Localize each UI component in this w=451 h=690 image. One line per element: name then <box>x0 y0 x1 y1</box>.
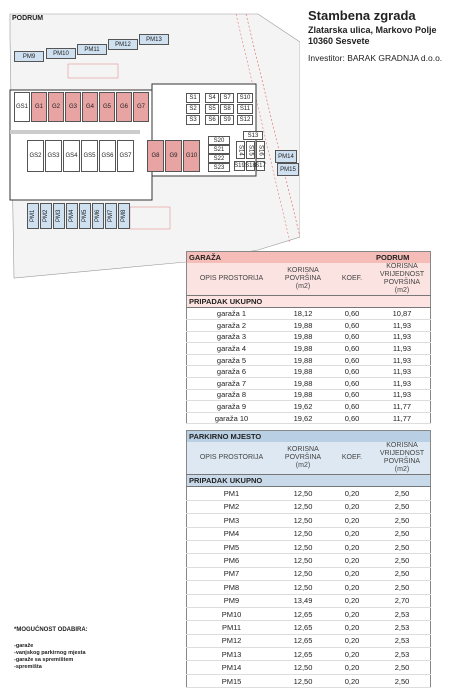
table-cell: 2,50 <box>374 661 431 674</box>
storage-s8: S8 <box>220 104 234 114</box>
storage-s4: S4 <box>205 93 219 103</box>
table-cell: garaža 5 <box>187 354 277 366</box>
table-cell: 0,20 <box>330 648 374 661</box>
table-cell: garaža 4 <box>187 343 277 355</box>
table-cell: 18,12 <box>276 308 330 320</box>
table-cell: PM3 <box>187 514 277 527</box>
table-row <box>187 389 431 401</box>
table-cell: 0,60 <box>330 331 374 343</box>
table-row <box>187 554 431 567</box>
table-cell: 0,20 <box>330 634 374 647</box>
storage-s19: S19 <box>234 163 245 169</box>
note-title: *MOGUĆNOST ODABIRA: <box>14 627 88 633</box>
building-title: Stambena zgrada <box>308 8 416 23</box>
table-cell: 12,65 <box>276 634 330 647</box>
table-row <box>187 366 431 378</box>
table-row <box>187 607 431 620</box>
parking-pm13: PM13 <box>139 34 169 45</box>
table-cell: PM11 <box>187 621 277 634</box>
storage-s18: S18 <box>245 163 256 169</box>
table-cell: 2,53 <box>374 634 431 647</box>
table-cell: 12,50 <box>276 487 330 500</box>
parking-pm7: PM7 <box>105 203 117 229</box>
table-cell: 12,65 <box>276 621 330 634</box>
table-cell: 0,60 <box>330 308 374 320</box>
table-row <box>187 567 431 580</box>
note-item: -vanjskog parkirnog mjesta <box>14 650 86 656</box>
table-cell: 0,60 <box>330 401 374 413</box>
table-cell: 11,77 <box>374 401 431 413</box>
garaza-group: PRIPADAK UKUPNO <box>187 296 431 308</box>
garage-g4: G4 <box>82 92 98 122</box>
table-cell: PM2 <box>187 500 277 513</box>
col-koef: KOEF. <box>330 442 374 475</box>
col-opis: OPIS PROSTORIJA <box>199 275 264 283</box>
building-address <box>308 25 437 47</box>
table-cell: 0,20 <box>330 621 374 634</box>
table-row <box>187 354 431 366</box>
table-cell: 2,50 <box>374 554 431 567</box>
storage-s22: S22 <box>208 154 230 163</box>
note-item: -spremišta <box>14 664 42 670</box>
table-cell: 12,50 <box>276 500 330 513</box>
table-cell: PM6 <box>187 554 277 567</box>
table-cell: 19,88 <box>276 343 330 355</box>
table-row <box>187 634 431 647</box>
table-cell: 2,53 <box>374 621 431 634</box>
garage-gs6: GS6 <box>99 140 116 172</box>
storage-s2: S2 <box>186 104 200 114</box>
parking-pm15: PM15 <box>277 163 299 176</box>
table-cell: 11,93 <box>374 366 431 378</box>
table-row <box>187 674 431 687</box>
storage-s6: S6 <box>205 115 219 125</box>
table-cell: 12,65 <box>276 648 330 661</box>
col-povrsina: KORISNA POVRŠINA (m2) <box>284 267 322 291</box>
table-row <box>187 412 431 424</box>
table-cell: 19,88 <box>276 354 330 366</box>
table-cell: 2,50 <box>374 674 431 687</box>
table-cell: 12,50 <box>276 581 330 594</box>
parking-pm9: PM9 <box>14 51 44 62</box>
table-cell: 0,20 <box>330 554 374 567</box>
parking-pm4: PM4 <box>66 203 78 229</box>
table-cell: garaža 2 <box>187 319 277 331</box>
table-cell: PM10 <box>187 607 277 620</box>
parking-section-title: PARKIRNO MJESTO <box>187 431 431 443</box>
garage-g10: G10 <box>183 140 200 172</box>
table-cell: 10,87 <box>374 308 431 320</box>
table-cell: garaža 10 <box>187 412 277 424</box>
table-row <box>187 377 431 389</box>
garaza-table <box>186 251 431 424</box>
col-povrsina: KORISNA POVRŠINA (m2) <box>276 442 330 475</box>
parking-pm12: PM12 <box>108 39 138 50</box>
table-cell: 0,60 <box>330 319 374 331</box>
table-cell: 19,88 <box>276 377 330 389</box>
garage-g8: G8 <box>147 140 164 172</box>
table-row <box>187 594 431 607</box>
table-cell: 11,93 <box>374 331 431 343</box>
table-cell: garaža 7 <box>187 377 277 389</box>
table-row <box>187 331 431 343</box>
table-row <box>187 319 431 331</box>
table-cell: 12,50 <box>276 514 330 527</box>
parking-pm14: PM14 <box>275 150 297 163</box>
table-cell: 2,53 <box>374 607 431 620</box>
storage-s15: S15 <box>246 141 255 159</box>
table-cell: 19,88 <box>276 319 330 331</box>
parking-pm5: PM5 <box>79 203 91 229</box>
storage-s1: S1 <box>186 93 200 103</box>
parking-pm3: PM3 <box>53 203 65 229</box>
garage-gs4: GS4 <box>63 140 80 172</box>
table-cell: 12,50 <box>276 567 330 580</box>
storage-s12: S12 <box>237 115 253 125</box>
table-cell: PM7 <box>187 567 277 580</box>
garage-g2: G2 <box>48 92 64 122</box>
table-cell: 2,50 <box>374 567 431 580</box>
table-row <box>187 487 431 500</box>
table-cell: PM4 <box>187 527 277 540</box>
garage-gs1: GS1 <box>14 92 30 122</box>
table-cell: 2,50 <box>374 527 431 540</box>
table-cell: garaža 1 <box>187 308 277 320</box>
table-cell: garaža 6 <box>187 366 277 378</box>
table-cell: 0,20 <box>330 581 374 594</box>
table-cell: PM15 <box>187 674 277 687</box>
table-cell: 0,20 <box>330 674 374 687</box>
storage-s13: S13 <box>243 131 263 140</box>
storage-s11: S11 <box>237 104 253 114</box>
table-cell: garaža 9 <box>187 401 277 413</box>
address-line-1: Zlatarska ulica, Markovo Polje <box>308 25 437 35</box>
table-cell: 0,20 <box>330 514 374 527</box>
table-cell: 2,70 <box>374 594 431 607</box>
table-row <box>187 343 431 355</box>
parking-pm1: PM1 <box>27 203 39 229</box>
storage-s23: S23 <box>208 163 230 172</box>
table-cell: 0,20 <box>330 607 374 620</box>
garage-g1: G1 <box>31 92 47 122</box>
table-cell: garaža 8 <box>187 389 277 401</box>
garage-g5: G5 <box>99 92 115 122</box>
table-cell: 2,50 <box>374 581 431 594</box>
storage-s10: S10 <box>237 93 253 103</box>
garage-g9: G9 <box>165 140 182 172</box>
garaza-section-title: GARAŽA <box>187 252 375 264</box>
table-cell: 11,93 <box>374 354 431 366</box>
table-cell: 2,50 <box>374 514 431 527</box>
table-cell: PM14 <box>187 661 277 674</box>
storage-s17: S17 <box>255 163 266 169</box>
table-cell: 11,93 <box>374 343 431 355</box>
table-row <box>187 540 431 553</box>
table-cell: 0,20 <box>330 487 374 500</box>
table-cell: 0,20 <box>330 567 374 580</box>
storage-s7: S7 <box>220 93 234 103</box>
garage-g3: G3 <box>65 92 81 122</box>
col-vrijednost: KORISNA VRIJEDNOST POVRŠINA (m2) <box>374 442 431 475</box>
table-cell: 12,50 <box>276 527 330 540</box>
storage-s5: S5 <box>205 104 219 114</box>
table-cell: 0,20 <box>330 540 374 553</box>
table-cell: 0,60 <box>330 377 374 389</box>
table-cell: PM12 <box>187 634 277 647</box>
garaza-floor-label: PODRUM <box>374 252 431 264</box>
parking-pm2: PM2 <box>40 203 52 229</box>
table-cell: 11,77 <box>374 412 431 424</box>
garage-g6: G6 <box>116 92 132 122</box>
col-koef: KOEF. <box>341 275 363 283</box>
table-cell: 0,60 <box>330 354 374 366</box>
table-cell: 11,93 <box>374 319 431 331</box>
table-row <box>187 648 431 661</box>
table-row <box>187 514 431 527</box>
table-cell: 12,50 <box>276 674 330 687</box>
table-cell: PM9 <box>187 594 277 607</box>
table-cell: PM8 <box>187 581 277 594</box>
table-row <box>187 661 431 674</box>
table-cell: 19,88 <box>276 366 330 378</box>
table-cell: 19,88 <box>276 389 330 401</box>
storage-s21: S21 <box>208 145 230 154</box>
table-cell: 19,62 <box>276 412 330 424</box>
plan-label: PODRUM <box>12 15 44 22</box>
note-item: -garaže <box>14 643 34 649</box>
table-cell: 2,50 <box>374 540 431 553</box>
storage-s20: S20 <box>208 136 230 145</box>
table-cell: 19,88 <box>276 331 330 343</box>
table-row <box>187 401 431 413</box>
table-cell: 0,60 <box>330 389 374 401</box>
table-cell: PM5 <box>187 540 277 553</box>
table-cell: garaža 3 <box>187 331 277 343</box>
table-cell: 12,50 <box>276 554 330 567</box>
address-line-2: 10360 Sesvete <box>308 36 370 46</box>
table-cell: PM1 <box>187 487 277 500</box>
table-cell: 12,50 <box>276 540 330 553</box>
investor-label: Investitor: BARAK GRADNJA d.o.o. <box>308 53 443 63</box>
table-cell: 0,60 <box>330 366 374 378</box>
table-cell: 12,65 <box>276 607 330 620</box>
table-row <box>187 621 431 634</box>
table-cell: 2,50 <box>374 487 431 500</box>
storage-s16: S16 <box>256 141 265 159</box>
storage-s3: S3 <box>186 115 200 125</box>
table-cell: 0,20 <box>330 527 374 540</box>
table-cell: 11,93 <box>374 389 431 401</box>
table-row <box>187 527 431 540</box>
parking-pm10: PM10 <box>46 48 76 59</box>
table-cell: 2,53 <box>374 648 431 661</box>
parking-table <box>186 430 431 688</box>
table-cell: 11,93 <box>374 377 431 389</box>
table-cell: 12,50 <box>276 661 330 674</box>
table-cell: PM13 <box>187 648 277 661</box>
garage-gs3: GS3 <box>45 140 62 172</box>
table-cell: 13,49 <box>276 594 330 607</box>
table-cell: 0,20 <box>330 594 374 607</box>
table-cell: 0,20 <box>330 661 374 674</box>
parking-pm8: PM8 <box>118 203 130 229</box>
storage-s14: S14 <box>236 141 245 159</box>
parking-pm6: PM6 <box>92 203 104 229</box>
parking-pm11: PM11 <box>77 44 107 55</box>
storage-s9: S9 <box>220 115 234 125</box>
garage-gs7: GS7 <box>117 140 134 172</box>
parking-group: PRIPADAK UKUPNO <box>187 475 431 487</box>
table-cell: 0,60 <box>330 343 374 355</box>
note-item: -garaže sa spremištem <box>14 657 74 663</box>
col-opis: OPIS PROSTORIJA <box>187 442 277 475</box>
garage-gs5: GS5 <box>81 140 98 172</box>
garage-g7: G7 <box>133 92 149 122</box>
table-cell: 0,20 <box>330 500 374 513</box>
table-cell: 19,62 <box>276 401 330 413</box>
table-row <box>187 581 431 594</box>
table-cell: 2,50 <box>374 500 431 513</box>
garage-gs2: GS2 <box>27 140 44 172</box>
table-row <box>187 500 431 513</box>
table-cell: 0,60 <box>330 412 374 424</box>
table-row <box>187 308 431 320</box>
col-vrijednost: KORISNA VRIJEDNOST POVRŠINA (m2) <box>379 263 425 295</box>
